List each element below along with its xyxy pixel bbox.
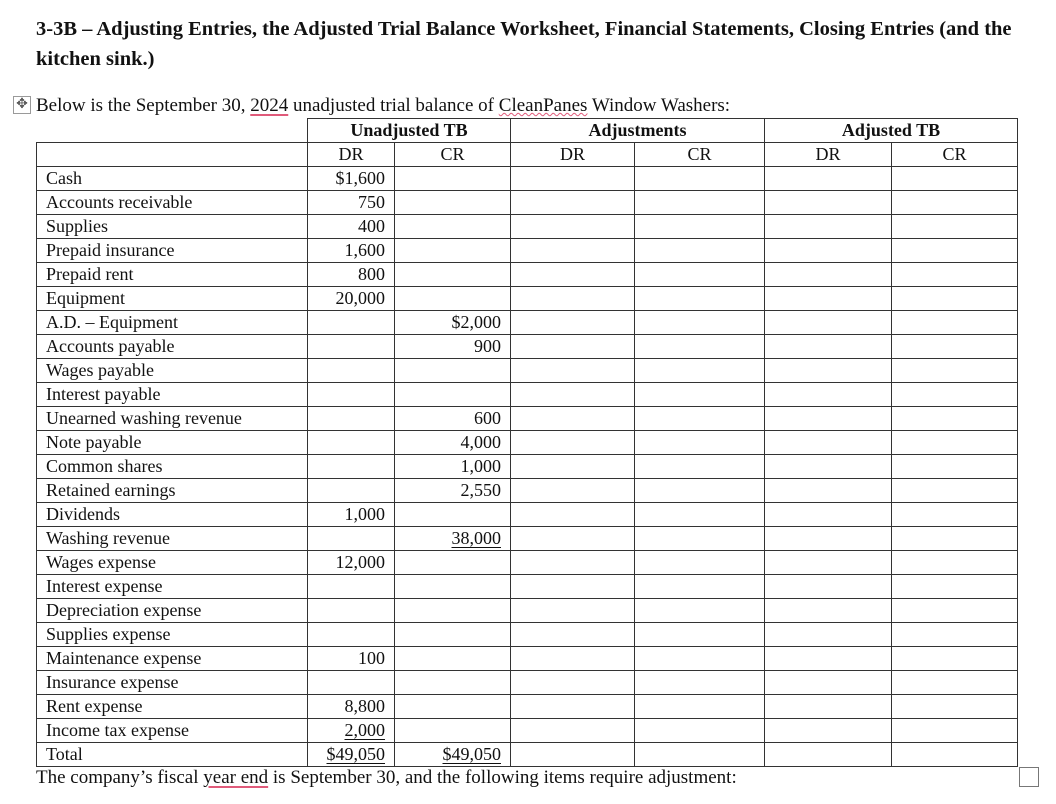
unadjusted-cr-cell: [395, 743, 511, 767]
intro-text-before: Below is the September 30,: [36, 95, 251, 116]
account-name: Accounts receivable: [37, 191, 308, 215]
subheader-row: [37, 143, 1018, 167]
account-row: [37, 503, 1018, 527]
unadjusted-dr-cell-value: 12,000: [335, 552, 385, 572]
adjusted-cr-cell[interactable]: [892, 671, 1018, 695]
adjustments-cr-cell[interactable]: [635, 239, 765, 263]
unadjusted-cr-cell: [395, 191, 511, 215]
unadjusted-cr-cell: [395, 239, 511, 263]
adjusted-cr-cell[interactable]: [892, 287, 1018, 311]
footer-paragraph: [36, 767, 737, 789]
adjusted-dr-cell[interactable]: [765, 623, 892, 647]
account-row: [37, 551, 1018, 575]
footer-text-before: The company’s fiscal: [36, 767, 204, 788]
unadjusted-dr-cell: [308, 623, 395, 647]
unadjusted-cr-cell: [395, 479, 511, 503]
adjustments-dr-cell[interactable]: [511, 455, 635, 479]
adjusted-dr-cell[interactable]: [765, 719, 892, 743]
account-row: [37, 719, 1018, 743]
adjusted-cr-cell[interactable]: [892, 383, 1018, 407]
adjusted-cr-cell[interactable]: [892, 407, 1018, 431]
adjustments-dr-cell[interactable]: [511, 167, 635, 191]
unadjusted-cr-cell: [395, 599, 511, 623]
adjustments-cr-cell[interactable]: [635, 191, 765, 215]
adjusted-cr-cell[interactable]: [892, 719, 1018, 743]
unadjusted-dr-cell: [308, 527, 395, 551]
account-name: Depreciation expense: [37, 599, 308, 623]
adjusted-dr-cell[interactable]: [765, 407, 892, 431]
adjusted-cr-cell[interactable]: [892, 623, 1018, 647]
unadjusted-cr-cell-value: 2,550: [460, 480, 501, 500]
unadjusted-dr-cell: [308, 167, 395, 191]
adjusted-cr-cell[interactable]: [892, 455, 1018, 479]
account-row: [37, 191, 1018, 215]
account-row: [37, 431, 1018, 455]
account-row: [37, 479, 1018, 503]
adjustments-cr-cell[interactable]: [635, 287, 765, 311]
adjustments-dr-cell[interactable]: [511, 431, 635, 455]
unadjusted-dr-cell: [308, 503, 395, 527]
account-name: Note payable: [37, 431, 308, 455]
account-row: [37, 623, 1018, 647]
adjustments-dr-cell[interactable]: [511, 335, 635, 359]
adjustments-cr-cell[interactable]: [635, 695, 765, 719]
unadjusted-cr-cell: [395, 359, 511, 383]
adjusted-dr-cell[interactable]: [765, 671, 892, 695]
account-name: Washing revenue: [37, 527, 308, 551]
unadjusted-cr-cell: [395, 311, 511, 335]
adjustments-cr-cell[interactable]: [635, 335, 765, 359]
unadjusted-dr-cell: [308, 335, 395, 359]
account-row: [37, 455, 1018, 479]
account-name: Supplies: [37, 215, 308, 239]
unadjusted-cr-cell-value: 38,000: [451, 528, 501, 548]
adjusted-cr-cell[interactable]: [892, 215, 1018, 239]
adjustments-dr-cell[interactable]: [511, 479, 635, 503]
unadjusted-dr-cell: [308, 359, 395, 383]
corner-cell: [37, 119, 308, 143]
account-name: Maintenance expense: [37, 647, 308, 671]
adjusted-cr-cell[interactable]: [892, 695, 1018, 719]
account-name: Unearned washing revenue: [37, 407, 308, 431]
adjustments-cr-cell[interactable]: [635, 503, 765, 527]
unadjusted-cr-cell: [395, 287, 511, 311]
adjusted-dr-cell[interactable]: [765, 215, 892, 239]
account-row: [37, 575, 1018, 599]
footer-text-after: is September 30, and the following items require adjustment:: [268, 767, 737, 788]
account-name: Prepaid rent: [37, 263, 308, 287]
subheader-unadjusted-cr: CR: [395, 143, 511, 167]
adjusted-cr-cell[interactable]: [892, 503, 1018, 527]
unadjusted-cr-cell: [395, 647, 511, 671]
adjustments-dr-cell[interactable]: [511, 551, 635, 575]
subheader-adjusted-cr: CR: [892, 143, 1018, 167]
account-row: [37, 167, 1018, 191]
adjusted-dr-cell[interactable]: [765, 431, 892, 455]
account-name: Wages expense: [37, 551, 308, 575]
adjusted-cr-cell[interactable]: [892, 167, 1018, 191]
adjustments-cr-cell[interactable]: [635, 383, 765, 407]
account-row: [37, 407, 1018, 431]
adjustments-dr-cell[interactable]: [511, 239, 635, 263]
account-name: Insurance expense: [37, 671, 308, 695]
adjusted-dr-cell[interactable]: [765, 599, 892, 623]
unadjusted-dr-cell-value: 1,000: [344, 504, 385, 524]
adjusted-cr-cell[interactable]: [892, 431, 1018, 455]
adjustments-dr-cell[interactable]: [511, 311, 635, 335]
adjustments-dr-cell[interactable]: [511, 719, 635, 743]
adjustments-cr-cell[interactable]: [635, 647, 765, 671]
unadjusted-dr-cell-value: 2,000: [344, 720, 385, 740]
unadjusted-cr-cell: [395, 407, 511, 431]
adjusted-dr-cell[interactable]: [765, 743, 892, 767]
adjusted-cr-cell[interactable]: [892, 335, 1018, 359]
adjusted-dr-cell[interactable]: [765, 527, 892, 551]
subheader-adjustments-dr: DR: [511, 143, 635, 167]
unadjusted-dr-cell-value: 800: [358, 264, 385, 284]
unadjusted-dr-cell: [308, 671, 395, 695]
adjusted-cr-cell[interactable]: [892, 359, 1018, 383]
unadjusted-cr-cell: [395, 575, 511, 599]
account-name: Interest payable: [37, 383, 308, 407]
adjustments-cr-cell[interactable]: [635, 407, 765, 431]
adjustments-cr-cell[interactable]: [635, 431, 765, 455]
unadjusted-cr-cell: [395, 335, 511, 359]
account-row: [37, 239, 1018, 263]
adjusted-dr-cell[interactable]: [765, 647, 892, 671]
unadjusted-dr-cell: [308, 455, 395, 479]
unadjusted-cr-cell: [395, 695, 511, 719]
adjusted-cr-cell[interactable]: [892, 191, 1018, 215]
unadjusted-dr-cell: [308, 695, 395, 719]
adjusted-cr-cell[interactable]: [892, 647, 1018, 671]
adjusted-dr-cell[interactable]: [765, 335, 892, 359]
total-row: [37, 743, 1018, 767]
intro-paragraph: [36, 95, 730, 117]
unadjusted-dr-cell: [308, 551, 395, 575]
unadjusted-dr-cell: [308, 215, 395, 239]
adjustments-dr-cell[interactable]: [511, 191, 635, 215]
unadjusted-cr-cell: [395, 503, 511, 527]
adjustments-dr-cell[interactable]: [511, 407, 635, 431]
unadjusted-dr-cell: [308, 575, 395, 599]
adjusted-dr-cell[interactable]: [765, 551, 892, 575]
group-header-row: [37, 119, 1018, 143]
unadjusted-dr-cell: [308, 263, 395, 287]
adjustments-cr-cell[interactable]: [635, 623, 765, 647]
subheader-adjustments-cr: CR: [635, 143, 765, 167]
account-name: Cash: [37, 167, 308, 191]
adjustments-dr-cell[interactable]: [511, 671, 635, 695]
account-name: Income tax expense: [37, 719, 308, 743]
unadjusted-cr-cell-value: $2,000: [451, 312, 501, 332]
unadjusted-cr-cell: [395, 551, 511, 575]
adjustments-dr-cell[interactable]: [511, 383, 635, 407]
unadjusted-cr-cell: [395, 215, 511, 239]
unadjusted-cr-cell: [395, 623, 511, 647]
unadjusted-dr-cell: [308, 599, 395, 623]
adjustments-dr-cell[interactable]: [511, 359, 635, 383]
adjusted-dr-cell[interactable]: [765, 167, 892, 191]
adjustments-dr-cell[interactable]: [511, 695, 635, 719]
unadjusted-dr-cell-value: 750: [358, 192, 385, 212]
account-row: [37, 695, 1018, 719]
account-row: [37, 215, 1018, 239]
unadjusted-dr-cell: [308, 743, 395, 767]
adjusted-dr-cell[interactable]: [765, 503, 892, 527]
adjustments-dr-cell[interactable]: [511, 575, 635, 599]
unadjusted-dr-cell: [308, 239, 395, 263]
account-name: Supplies expense: [37, 623, 308, 647]
trial-balance-rows: [37, 167, 1018, 767]
group-header-unadjusted: Unadjusted TB: [308, 119, 511, 143]
unadjusted-dr-cell: [308, 647, 395, 671]
account-row: [37, 671, 1018, 695]
adjusted-cr-cell[interactable]: [892, 551, 1018, 575]
unadjusted-cr-cell: [395, 383, 511, 407]
account-name: Equipment: [37, 287, 308, 311]
account-row: [37, 527, 1018, 551]
unadjusted-cr-cell: [395, 455, 511, 479]
adjustments-cr-cell[interactable]: [635, 263, 765, 287]
adjustments-cr-cell[interactable]: [635, 599, 765, 623]
unadjusted-dr-cell-value: 20,000: [335, 288, 385, 308]
unadjusted-cr-cell-value: 600: [474, 408, 501, 428]
unadjusted-dr-cell: [308, 191, 395, 215]
adjustments-dr-cell[interactable]: [511, 527, 635, 551]
adjusted-dr-cell[interactable]: [765, 383, 892, 407]
unadjusted-cr-cell-value: 900: [474, 336, 501, 356]
account-name: A.D. – Equipment: [37, 311, 308, 335]
unadjusted-dr-cell: [308, 407, 395, 431]
account-row: [37, 599, 1018, 623]
subheader-adjusted-dr: DR: [765, 143, 892, 167]
unadjusted-dr-cell: [308, 719, 395, 743]
account-row: [37, 647, 1018, 671]
adjustments-dr-cell[interactable]: [511, 287, 635, 311]
adjustments-cr-cell[interactable]: [635, 455, 765, 479]
adjustments-cr-cell[interactable]: [635, 527, 765, 551]
adjusted-dr-cell[interactable]: [765, 239, 892, 263]
adjusted-dr-cell[interactable]: [765, 479, 892, 503]
subheader-unadjusted-dr: DR: [308, 143, 395, 167]
account-row: [37, 383, 1018, 407]
account-name: Dividends: [37, 503, 308, 527]
footer-marked-text: year end: [203, 767, 269, 788]
adjusted-cr-cell[interactable]: [892, 527, 1018, 551]
unadjusted-cr-cell: [395, 431, 511, 455]
unadjusted-dr-cell-value: $49,050: [326, 744, 385, 764]
adjusted-cr-cell[interactable]: [892, 575, 1018, 599]
adjusted-dr-cell[interactable]: [765, 695, 892, 719]
adjusted-dr-cell[interactable]: [765, 575, 892, 599]
account-row: [37, 263, 1018, 287]
adjusted-dr-cell[interactable]: [765, 263, 892, 287]
adjusted-dr-cell[interactable]: [765, 287, 892, 311]
adjustments-cr-cell[interactable]: [635, 671, 765, 695]
adjusted-dr-cell[interactable]: [765, 191, 892, 215]
adjusted-dr-cell[interactable]: [765, 311, 892, 335]
group-header-adjustments: Adjustments: [511, 119, 765, 143]
unadjusted-dr-cell-value: $1,600: [335, 168, 385, 188]
unadjusted-cr-cell: [395, 719, 511, 743]
table-resize-handle-icon[interactable]: [1019, 767, 1039, 787]
adjustments-cr-cell[interactable]: [635, 575, 765, 599]
account-name: Wages payable: [37, 359, 308, 383]
adjustments-dr-cell[interactable]: [511, 503, 635, 527]
account-row: [37, 335, 1018, 359]
adjustments-dr-cell[interactable]: [511, 647, 635, 671]
unadjusted-dr-cell: [308, 287, 395, 311]
adjustments-cr-cell[interactable]: [635, 743, 765, 767]
adjusted-dr-cell[interactable]: [765, 359, 892, 383]
adjusted-cr-cell[interactable]: [892, 239, 1018, 263]
adjusted-cr-cell[interactable]: [892, 311, 1018, 335]
unadjusted-cr-cell-value: 4,000: [460, 432, 501, 452]
unadjusted-dr-cell: [308, 431, 395, 455]
adjustments-cr-cell[interactable]: [635, 311, 765, 335]
unadjusted-dr-cell-value: 1,600: [344, 240, 385, 260]
unadjusted-cr-cell: [395, 167, 511, 191]
account-name: Interest expense: [37, 575, 308, 599]
intro-company-name: CleanPanes: [498, 95, 588, 116]
account-row: [37, 359, 1018, 383]
unadjusted-cr-cell: [395, 263, 511, 287]
intro-text-after: Window Washers:: [587, 95, 731, 116]
account-name: Retained earnings: [37, 479, 308, 503]
unadjusted-cr-cell-value: $49,050: [442, 744, 501, 764]
adjustments-cr-cell[interactable]: [635, 359, 765, 383]
unadjusted-dr-cell-value: 400: [358, 216, 385, 236]
adjusted-cr-cell[interactable]: [892, 263, 1018, 287]
account-name: Total: [37, 743, 308, 767]
adjustments-cr-cell[interactable]: [635, 167, 765, 191]
unadjusted-cr-cell: [395, 527, 511, 551]
group-header-adjusted: Adjusted TB: [765, 119, 1018, 143]
unadjusted-cr-cell-value: 1,000: [460, 456, 501, 476]
unadjusted-dr-cell: [308, 311, 395, 335]
adjustments-cr-cell[interactable]: [635, 719, 765, 743]
adjusted-cr-cell[interactable]: [892, 599, 1018, 623]
adjustments-dr-cell[interactable]: [511, 599, 635, 623]
adjusted-cr-cell[interactable]: [892, 743, 1018, 767]
unadjusted-dr-cell-value: 8,800: [344, 696, 385, 716]
table-move-handle-icon[interactable]: ✥: [13, 96, 31, 114]
subheader-blank: [37, 143, 308, 167]
unadjusted-cr-cell: [395, 671, 511, 695]
unadjusted-dr-cell-value: 100: [358, 648, 385, 668]
adjustments-cr-cell[interactable]: [635, 215, 765, 239]
intro-text-middle: unadjusted trial balance of: [288, 95, 499, 116]
adjustments-dr-cell[interactable]: [511, 215, 635, 239]
adjustments-dr-cell[interactable]: [511, 743, 635, 767]
account-name: Common shares: [37, 455, 308, 479]
unadjusted-dr-cell: [308, 383, 395, 407]
adjusted-dr-cell[interactable]: [765, 455, 892, 479]
adjustments-dr-cell[interactable]: [511, 623, 635, 647]
exercise-title: 3-3B – Adjusting Entries, the Adjusted Trial Balance Worksheet, Financial Statements, Closing Entries (and the kitchen sink.): [36, 18, 1012, 70]
unadjusted-dr-cell: [308, 479, 395, 503]
adjusted-cr-cell[interactable]: [892, 479, 1018, 503]
trial-balance-worksheet: [36, 118, 1018, 767]
intro-year: 2024: [250, 95, 289, 116]
account-name: Accounts payable: [37, 335, 308, 359]
account-name: Rent expense: [37, 695, 308, 719]
adjustments-dr-cell[interactable]: [511, 263, 635, 287]
adjustments-cr-cell[interactable]: [635, 479, 765, 503]
account-row: [37, 311, 1018, 335]
adjustments-cr-cell[interactable]: [635, 551, 765, 575]
account-name: Prepaid insurance: [37, 239, 308, 263]
account-row: [37, 287, 1018, 311]
